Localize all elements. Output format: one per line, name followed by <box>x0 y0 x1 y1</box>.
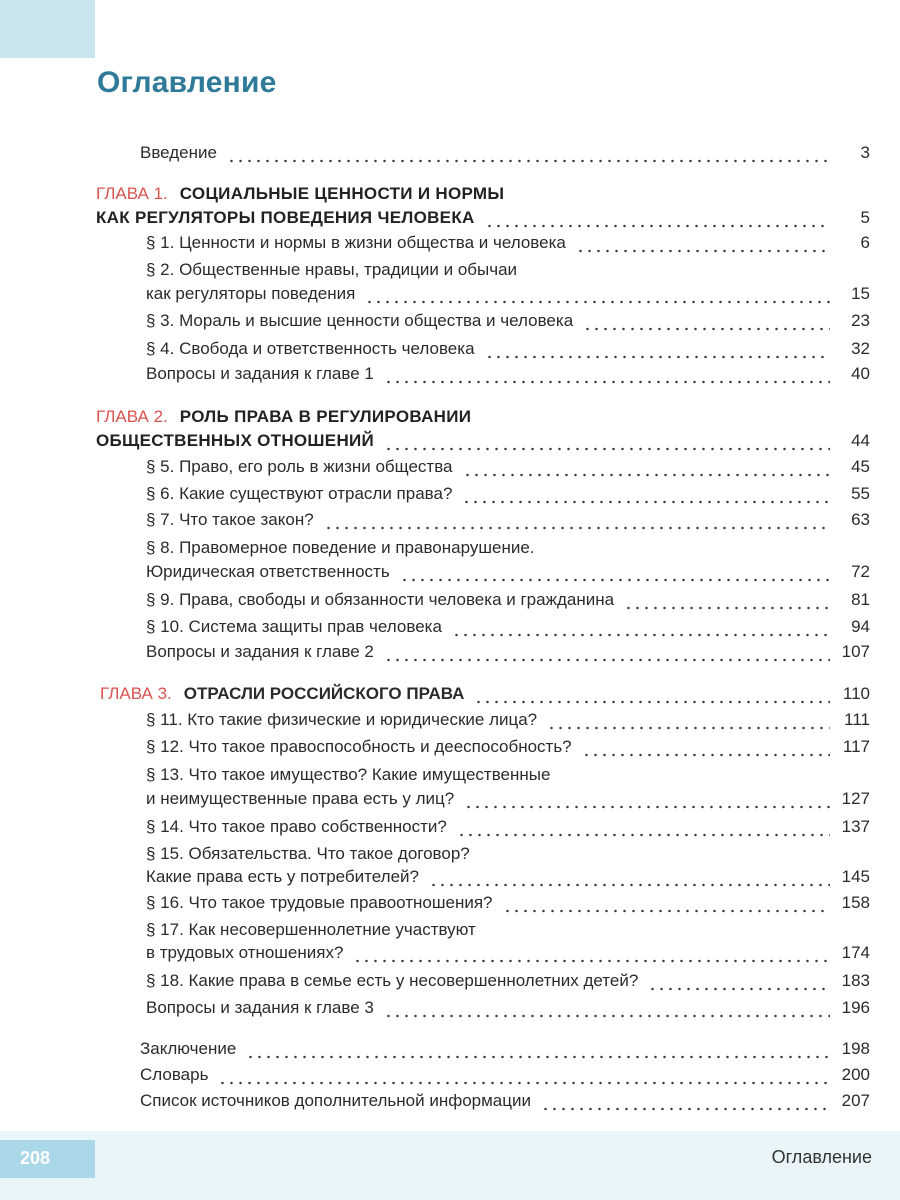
toc-entry-section-11[interactable] <box>146 709 870 731</box>
toc-entry-section-14[interactable] <box>146 816 870 838</box>
toc-entry-page: 5 <box>860 208 870 227</box>
toc-entry-title: Вопросы и задания к главе 3 <box>146 998 374 1017</box>
toc-entry-page: 3 <box>860 143 870 162</box>
chapter-2-title-line1: РОЛЬ ПРАВА В РЕГУЛИРОВАНИИ <box>179 407 472 426</box>
toc-entry-questions-2[interactable] <box>146 641 870 663</box>
toc-entry-page: 6 <box>860 233 870 252</box>
toc-entry-section-6[interactable] <box>146 483 870 505</box>
dot-leader <box>576 232 830 254</box>
dot-leader <box>485 338 830 360</box>
toc-entry-title: § 4. Свобода и ответственность человека <box>146 339 475 358</box>
toc-entry-chapter-1[interactable] <box>96 207 870 229</box>
toc-entry-page: 145 <box>841 867 870 886</box>
toc-entry-page: 63 <box>851 510 870 529</box>
dot-leader <box>429 866 830 888</box>
toc-entry-section-9[interactable] <box>146 589 870 611</box>
toc-entry-page: 158 <box>841 893 870 912</box>
chapter-2-heading <box>96 406 471 428</box>
dot-leader <box>384 430 830 452</box>
toc-entry-section-2[interactable] <box>146 283 870 305</box>
toc-entry-page: 127 <box>841 789 870 808</box>
toc-entry-page: 23 <box>851 311 870 330</box>
toc-entry-page: 110 <box>842 684 870 703</box>
chapter-1-title-line1: СОЦИАЛЬНЫЕ ЦЕННОСТИ И НОРМЫ <box>179 184 505 203</box>
toc-entry-page: 44 <box>851 431 870 450</box>
toc-entry-page: 94 <box>851 617 870 636</box>
toc-entry-title: § 11. Кто такие физические и юридические лица? <box>146 710 538 729</box>
dot-leader <box>503 892 831 914</box>
dot-leader <box>452 616 830 638</box>
toc-entry-title: Вопросы и задания к главе 2 <box>146 642 374 661</box>
chapter-3-heading <box>100 683 464 705</box>
toc-entry-title: Введение <box>140 143 217 162</box>
toc-entry-title: § 6. Какие существуют отрасли права? <box>146 484 453 503</box>
toc-entry-section-1[interactable] <box>146 232 870 254</box>
dot-leader <box>583 310 830 332</box>
toc-entry-title: Юридическая ответственность <box>146 562 390 581</box>
toc-entry-section-3[interactable] <box>146 310 870 332</box>
toc-entry-page: 196 <box>841 998 870 1017</box>
dot-leader <box>384 641 830 663</box>
toc-entry-chapter-2[interactable] <box>96 430 870 452</box>
toc-entry-page: 40 <box>851 364 870 383</box>
dot-leader <box>400 561 830 583</box>
running-footer-title: Оглавление <box>771 1147 872 1167</box>
toc-entry-section-8[interactable] <box>146 561 870 583</box>
chapter-1-label: ГЛАВА 1. <box>96 184 168 203</box>
toc-entry-page: 45 <box>851 457 870 476</box>
toc-entry-page: 207 <box>841 1091 870 1110</box>
chapter-2-title-line2: ОБЩЕСТВЕННЫХ ОТНОШЕНИЙ <box>96 431 375 450</box>
toc-entry-title: в трудовых отношениях? <box>146 943 344 962</box>
toc-entry-section-13-line1: § 13. Что такое имущество? Какие имущественные <box>146 765 551 784</box>
toc-entry-page: 15 <box>851 284 870 303</box>
toc-entry-sources[interactable] <box>140 1090 870 1112</box>
toc-entry-section-4[interactable] <box>146 338 870 360</box>
toc-entry-title: и неимущественные права есть у лиц? <box>146 789 455 808</box>
page-title: Оглавление <box>97 66 277 99</box>
toc-entry-section-2-line1: § 2. Общественные нравы, традиции и обычаи <box>146 260 518 279</box>
toc-entry-chapter-3[interactable] <box>100 683 870 705</box>
toc-entry-page: 111 <box>844 710 870 729</box>
toc-entry-page: 117 <box>842 737 870 756</box>
toc-entry-section-5[interactable] <box>146 456 870 478</box>
toc-entry-questions-1[interactable] <box>146 363 870 385</box>
toc-entry-section-18[interactable] <box>146 970 870 992</box>
dot-leader <box>648 970 830 992</box>
toc-entry-page: 200 <box>841 1065 870 1084</box>
dot-leader <box>462 483 830 505</box>
toc-entry-title: Заключение <box>140 1039 237 1058</box>
toc-entry-title: Список источников дополнительной информации <box>140 1091 531 1110</box>
toc-entry-title: § 1. Ценности и нормы в жизни общества и человека <box>146 233 566 252</box>
toc-entry-page: 174 <box>841 943 870 962</box>
dot-leader <box>227 142 830 164</box>
toc-entry-page: 107 <box>841 642 870 661</box>
toc-entry-title: § 12. Что такое правоспособность и дееспособность? <box>146 737 572 756</box>
dot-leader <box>463 456 831 478</box>
toc-entry-title: Словарь <box>140 1065 209 1084</box>
toc-entry-page: 81 <box>851 590 870 609</box>
toc-entry-title: Вопросы и задания к главе 1 <box>146 364 374 383</box>
toc-entry-section-12[interactable] <box>146 736 870 758</box>
toc-entry-page: 72 <box>851 562 870 581</box>
dot-leader <box>324 509 830 531</box>
toc-entry-title: § 3. Мораль и высшие ценности общества и человека <box>146 311 574 330</box>
chapter-3-label: ГЛАВА 3. <box>100 684 172 703</box>
toc-entry-title: § 9. Права, свободы и обязанности человека и гражданина <box>146 590 615 609</box>
toc-entry-glossary[interactable] <box>140 1064 870 1086</box>
toc-entry-page: 183 <box>841 971 870 990</box>
toc-entry-title: § 14. Что такое право собственности? <box>146 817 447 836</box>
toc-entry-section-7[interactable] <box>146 509 870 531</box>
toc-entry-title: § 7. Что такое закон? <box>146 510 314 529</box>
dot-leader <box>353 942 830 964</box>
toc-entry-intro[interactable] <box>140 142 870 164</box>
toc-entry-section-16[interactable] <box>146 892 870 914</box>
chapter-1-heading <box>96 183 504 205</box>
toc-entry-conclusion[interactable] <box>140 1038 870 1060</box>
dot-leader <box>624 589 830 611</box>
footer-band <box>0 1131 900 1200</box>
toc-entry-page: 137 <box>841 817 870 836</box>
dot-leader <box>547 709 830 731</box>
chapter-3-title: ОТРАСЛИ РОССИЙСКОГО ПРАВА <box>183 684 465 703</box>
toc-entry-title: § 5. Право, его роль в жизни общества <box>146 457 453 476</box>
toc-entry-page: 55 <box>851 484 870 503</box>
toc-entry-section-13[interactable] <box>146 788 870 810</box>
dot-leader <box>457 816 830 838</box>
toc-entry-section-15-line1: § 15. Обязательства. Что такое договор? <box>146 844 470 863</box>
toc-entry-questions-3[interactable] <box>146 997 870 1019</box>
chapter-1-title-line2: КАК РЕГУЛЯТОРЫ ПОВЕДЕНИЯ ЧЕЛОВЕКА <box>96 208 475 227</box>
toc-entry-title: Какие права есть у потребителей? <box>146 867 419 886</box>
toc-entry-page: 32 <box>851 339 870 358</box>
toc-entry-page: 198 <box>841 1039 870 1058</box>
dot-leader <box>218 1064 830 1086</box>
dot-leader <box>246 1038 830 1060</box>
dot-leader <box>474 683 830 705</box>
chapter-2-label: ГЛАВА 2. <box>96 407 168 426</box>
page-number: 208 <box>20 1148 51 1168</box>
dot-leader <box>485 207 830 229</box>
dot-leader <box>582 736 830 758</box>
toc-entry-section-10[interactable] <box>146 616 870 638</box>
dot-leader <box>384 997 830 1019</box>
toc-entry-title: § 10. Система защиты прав человека <box>146 617 442 636</box>
dot-leader <box>541 1090 830 1112</box>
toc-entry-section-17[interactable] <box>146 942 870 964</box>
toc-entry-section-17-line1: § 17. Как несовершеннолетние участвуют <box>146 920 476 939</box>
dot-leader <box>464 788 830 810</box>
toc-entry-section-8-line1: § 8. Правомерное поведение и правонарушение. <box>146 538 535 557</box>
toc-entry-title: как регуляторы поведения <box>146 284 356 303</box>
dot-leader <box>365 283 830 305</box>
dot-leader <box>384 363 830 385</box>
toc-entry-title: § 16. Что такое трудовые правоотношения? <box>146 893 493 912</box>
toc-entry-title: § 18. Какие права в семье есть у несовершеннолетних детей? <box>146 971 639 990</box>
toc-entry-section-15[interactable] <box>146 866 870 888</box>
